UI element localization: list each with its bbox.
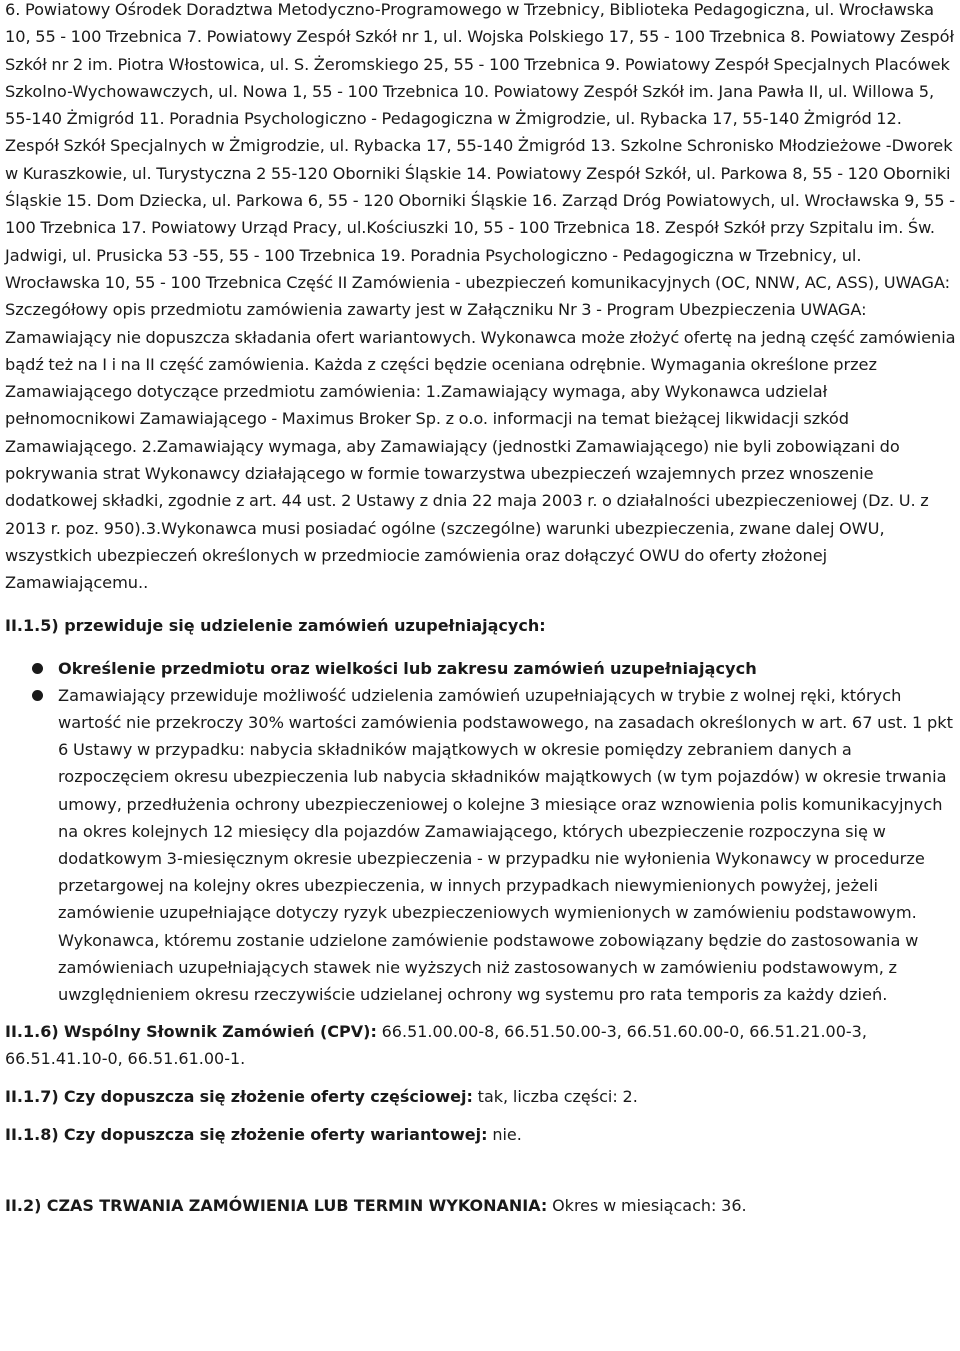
list-item-title: Określenie przedmiotu oraz wielkości lub zakresu zamówień uzupełniających [58, 658, 757, 678]
supplementary-orders-list [5, 655, 956, 1009]
partial-offer-value: tak, liczba części: 2. [472, 1087, 638, 1107]
variant-offer-value: nie. [487, 1125, 522, 1145]
duration-value: Okres w miesiącach: 36. [547, 1196, 747, 1216]
cpv-field [5, 1018, 956, 1072]
list-item [5, 682, 956, 1008]
procurement-description-paragraph: 6. Powiatowy Ośrodek Doradztwa Metodyczno-Programowego w Trzebnicy, Biblioteka Pedagogiczna, ul. Wrocławska 10, 55 - 100 Trzebnica 7. Powiatowy Zespół Szkół nr 1, ul. Wojska Polskiego 17, 55 - 100 Trzebnica 8. Powiatowy Zespół Szkół nr 2 im. Piotra Włostowica, ul. S. Żeromskiego 25, 55 - 100 Trzebnica 9. Powiatowy Zespół Specjalnych Placówek Szkolno-Wychowawczych, ul. Nowa 1, 55 - 100 Trzebnica 10. Powiatowy Zespół Szkół im. Jana Pawła II, ul. Willowa 5, 55-140 Żmigród 11. Poradnia Psychologiczno - Pedagogiczna w Żmigrodzie, ul. Rybacka 17, 55-140 Żmigród 12. Zespół Szkół Specjalnych w Żmigrodzie, ul. Rybacka 17, 55-140 Żmigród 13. Szkolne Schronisko Młodzieżowe -Dworek w Kuraszkowie, ul. Turystyczna 2 55-120 Oborniki Śląskie 14. Powiatowy Zespół Szkół, ul. Parkowa 8, 55 - 120 Oborniki Śląskie 15. Dom Dziecka, ul. Parkowa 6, 55 - 120 Oborniki Śląskie 16. Zarząd Dróg Powiatowych, ul. Wrocławska 9, 55 - 100 Trzebnica 17. Powiatowy Urząd Pracy, ul.Kościuszki 10, 55 - 100 Trzebnica 18. Zespół Szkół przy Szpitalu im. Św. Jadwigi, ul. Prusicka 53 -55, 55 - 100 Trzebnica 19. Poradnia Psychologiczno - Pedagogiczna w Trzebnicy, ul. Wrocławska 10, 55 - 100 Trzebnica Część II Zamówienia - ubezpieczeń komunikacyjnych (OC, NNW, AC, ASS), UWAGA: Szczegółowy opis przedmiotu zamówienia zawarty jest w Załączniku Nr 3 - Program Ubezpieczenia UWAGA: Zamawiający nie dopuszcza składania ofert wariantowych. Wykonawca może złożyć ofertę na jedną część zamówienia bądź też na I i na II część zamówienia. Każda z części będzie oceniana odrębnie. Wymagania określone przez Zamawiającego dotyczące przedmiotu zamówienia: 1.Zamawiający wymaga, aby Wykonawca udzielał pełnomocnikowi Zamawiającego - Maximus Broker Sp. z o.o. informacji na temat bieżącej likwidacji szkód Zamawiającego. 2.Zamawiający wymaga, aby Zamawiający (jednostki Zamawiającego) nie byli zobowiązani do pokrywania strat Wykonawcy działającego w formie towarzystwa ubezpieczeń wzajemnych przez wnoszenie dodatkowej składki, zgodnie z art. 44 ust. 2 Ustawy z dnia 22 maja 2003 r. o działalności ubezpieczeniowej (Dz. U. z 2013 r. poz. 950).3.Wykonawca musi posiadać ogólne (szczególne) warunki ubezpieczenia, zwane dalej OWU, wszystkich ubezpieczeń określonych w przedmiocie zamówienia oraz dołączyć OWU do oferty złożonej Zamawiającemu.. [5, 0, 956, 593]
duration-field [5, 1192, 956, 1219]
partial-offer-label: II.1.7) Czy dopuszcza się złożenie oferty częściowej: [5, 1087, 473, 1107]
list-item [5, 655, 956, 682]
bullet-icon [32, 663, 43, 674]
cpv-value: 66.51.00.00-8, 66.51.50.00-3, 66.51.60.00-0, 66.51.21.00-3, 66.51.41.10-0, 66.51.61.00-1. [5, 1022, 867, 1069]
partial-offer-field [5, 1083, 956, 1110]
variant-offer-label: II.1.8) Czy dopuszcza się złożenie oferty wariantowej: [5, 1125, 488, 1145]
cpv-label: II.1.6) Wspólny Słownik Zamówień (CPV): [5, 1022, 377, 1042]
variant-offer-field [5, 1121, 956, 1148]
list-item-body: Zamawiający przewiduje możliwość udzielenia zamówień uzupełniających w trybie z wolnej ręki, których wartość nie przekroczy 30% wartości zamówienia podstawowego, na zasadach określonych w art. 67 ust. 1 pkt 6 Ustawy w przypadku: nabycia składników majątkowych w okresie pomiędzy zebraniem danych a rozpoczęciem okresu ubezpieczenia lub nabycia składników majątkowych (w tym pojazdów) w okresie trwania umowy, przedłużenia ochrony ubezpieczeniowej o kolejne 3 miesiące oraz wznowienia polis komunikacyjnych na okres kolejnych 12 miesięcy dla pojazdów Zamawiającego, których ubezpieczenie rozpoczyna się w dodatkowym 3-miesięcznym okresie ubezpieczenia - w przypadku nie wyłonienia Wykonawcy w procedurze przetargowej na kolejny okres ubezpieczenia, w innych przypadkach niewymienionych powyżej, jeżeli zamówienie uzupełniające dotyczy ryzyk ubezpieczeniowych wymienionych w zamówieniu podstawowym. Wykonawca, któremu zostanie udzielone zamówienie podstawowe zobowiązany będzie do zastosowania w zamówieniach uzupełniających stawek nie wyższych niż zastosowanych w zamówieniu podstawowym, z uwzględnieniem okresu rzeczywiście udzielanej ochrony wg systemu pro rata temporis za każdy dzień. [58, 685, 953, 1004]
duration-label: II.2) CZAS TRWANIA ZAMÓWIENIA LUB TERMIN WYKONANIA: [5, 1196, 548, 1216]
bullet-icon [32, 690, 43, 701]
section-heading-supplementary-orders [5, 612, 956, 639]
section-heading-text: II.1.5) przewiduje się udzielenie zamówień uzupełniających: [5, 615, 546, 635]
